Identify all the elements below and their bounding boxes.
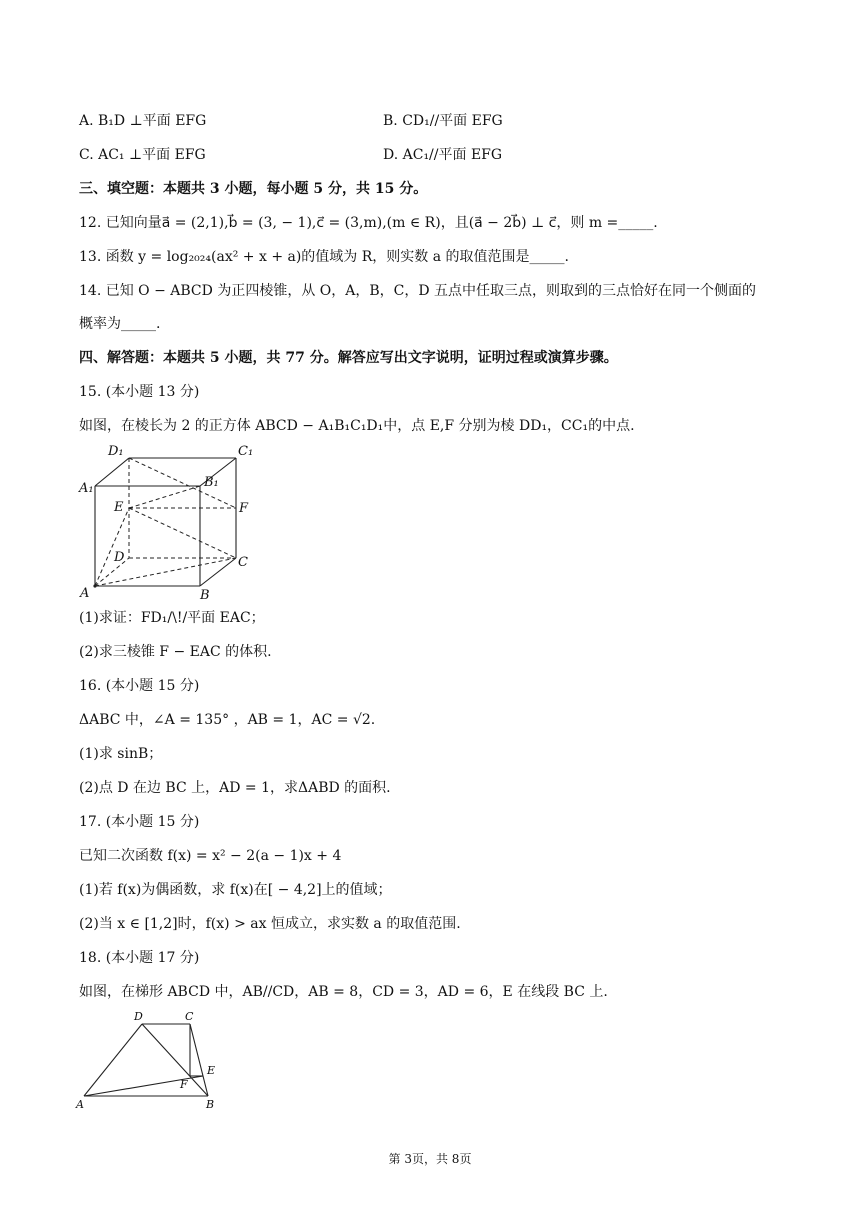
question-17-part-1: (1)若 f(x)为偶函数，求 f(x)在[ − 4,2]上的值域； [79,882,392,898]
label-a1: A₁ [79,481,94,496]
label-d: D [114,550,125,565]
option-c: C. AC₁ ⊥平面 EFG [79,147,206,163]
label-e: E [114,500,124,515]
label-c: C [238,555,248,570]
trapezoid-figure [72,1008,232,1112]
label-c1: C₁ [238,444,254,459]
question-15-part-1: (1)求证：FD₁/\!/平面 EAC； [79,610,265,626]
question-12: 12. 已知向量a⃗ = (2,1),b⃗ = (3, − 1),c⃗ = (3,m),(m ∈ R)，且(a⃗ − 2b⃗) ⊥ c⃗，则 m =_____. [79,215,658,231]
option-b: B. CD₁//平面 EFG [383,113,503,129]
question-17-stem: 已知二次函数 f(x) = x² − 2(a − 1)x + 4 [79,848,342,864]
question-14-line-1: 14. 已知 O − ABCD 为正四棱锥，从 O，A，B，C，D 五点中任取三点，则取到的三点恰好在同一个侧面的 [79,283,757,299]
label-b1: B₁ [204,475,219,490]
option-a: A. B₁D ⊥平面 EFG [79,113,207,129]
trap-label-e: E [207,1064,216,1077]
option-d: D. AC₁//平面 EFG [383,147,503,163]
question-15-header: 15. (本小题 13 分) [79,384,200,400]
question-15-part-2: (2)求三棱锥 F − EAC 的体积. [79,644,272,660]
question-17-header: 17. (本小题 15 分) [79,814,200,830]
cube-figure [76,440,266,602]
question-18-stem: 如图，在梯形 ABCD 中，AB//CD，AB = 8，CD = 3，AD = 6，E 在线段 BC 上. [79,984,608,1000]
page-footer: 第 3页，共 8页 [388,1152,472,1166]
label-d1: D₁ [108,444,124,459]
label-f: F [239,501,249,516]
question-13: 13. 函数 y = log₂₀₂₄(ax² + x + a)的值域为 R，则实数 a 的取值范围是_____. [79,249,569,265]
trap-label-b: B [206,1098,215,1111]
trap-label-d: D [134,1010,143,1023]
trap-label-f: F [180,1078,188,1091]
label-a: A [80,586,90,601]
trap-label-c: C [185,1010,194,1023]
question-14-line-2: 概率为_____. [79,316,161,332]
question-18-header: 18. (本小题 17 分) [79,950,200,966]
section-4-title: 四、解答题：本题共 5 小题，共 77 分。解答应写出文字说明，证明过程或演算步骤。 [79,350,618,366]
question-15-stem: 如图，在棱长为 2 的正方体 ABCD − A₁B₁C₁D₁中，点 E,F 分别为棱 DD₁，CC₁的中点. [79,418,635,434]
section-3-title: 三、填空题：本题共 3 小题，每小题 5 分，共 15 分。 [79,181,428,197]
question-17-part-2: (2)当 x ∈ [1,2]时，f(x) > ax 恒成立，求实数 a 的取值范围. [79,916,461,932]
trap-label-a: A [76,1098,84,1111]
question-16-stem: ΔABC 中，∠A = 135° ，AB = 1，AC = √2. [79,712,376,728]
question-16-header: 16. (本小题 15 分) [79,678,200,694]
label-b: B [200,588,210,602]
question-16-part-1: (1)求 sinB； [79,746,163,762]
question-16-part-2: (2)点 D 在边 BC 上，AD = 1，求ΔABD 的面积. [79,780,391,796]
